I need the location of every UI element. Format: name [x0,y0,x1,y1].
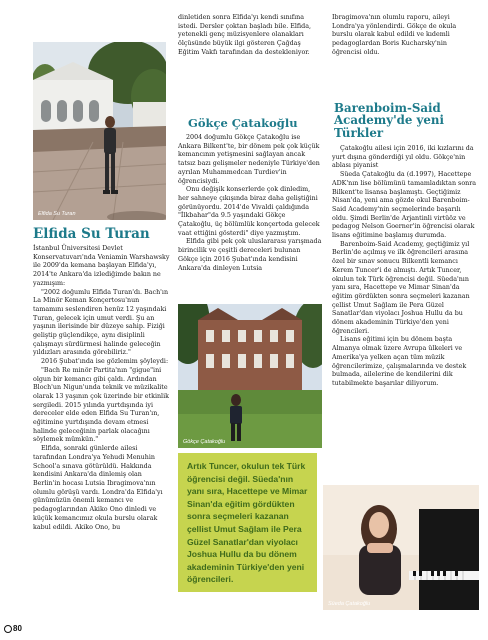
gokce-paragraph-3: Elfida gibi pek çok uluslararası yarışmada birincilik ve çeşitli dereceleri bulunan Gökçe için 2016 Şubat'ında kendisini Ankara'da dinleyen Lutsia [178,238,322,272]
gokce-paragraph-1: 2004 doğumlu Gökçe Çatakoğlu ise Ankara Bilkent'te, bir dönem pek çok küçük kemancının yetişmesini sağlayan ancak tatsız bazı gelişmeler nedeniyle Türkiye'den ayrılan Muhammedcan Turdiev'in öğrencisiydi. [178,134,320,185]
barenboim-paragraph-1: Çatakoğlu ailesi için 2016, iki kızlarını da yurt dışına gönderdiği yıl oldu. Gökçe'nin ablası piyanist [332,145,474,170]
sueda-photo [323,485,479,610]
gokce-photo [178,304,322,448]
page-number-text: 80 [13,624,22,633]
elfida-paragraph-4: "Bach Re minör Partita'nın "gigue"ini olgun bir kemancı gibi çaldı. Ardından Bloch'un Nigun'unda teknik ve müzikalite olarak 13 yaşının çok üzerinde bir etkinlik sergiledi. 2015 yılında yurtdışında iyi dereceler elde eden Elfida Su Turan'ın, eğitimine yurtdışında devam etmesi halinde geleceğinin parlak olacağını söylemek mümkün." [33,366,169,444]
barenboim-column [332,145,478,389]
elfida-section-title: Elfida Su Turan [33,226,150,242]
gokce-column [178,134,322,273]
elfida-paragraph-1: İstanbul Üniversitesi Devlet Konservatuvarı'nda Veniamin Warshawsky ile 2009'da kemana başlayan Elfida'yı, 2014'te Ankara'da izlediğimde bakın ne yazmışım: [33,245,170,287]
barenboim-intro-column [332,14,478,58]
elfida-column [33,245,170,532]
sueda-photo-caption: Süeda Çatakoğlu [328,601,371,607]
pull-quote-box [178,453,317,592]
gokce-paragraph-2: Onu değişik konserlerde çok dinledim, her sahneye çıkışında biraz daha geliştiğini görünüyordu. 2014'de Vivaldi çaldığında "İlkbahar"da 9.5 yaşındaki Gökçe Çatakoğlu, üç bölümlük konçertoda gelecek vaat ettiğini gösterdi" diye yazmıştım. [178,186,320,237]
barenboim-paragraph-4: Lisans eğitimi için bu dönem başta Almanya olmak üzere Avrupa ülkeleri ve Amerika'ya yelken açan tüm müzik öğrencilerimize, çalışmalarında ve destek bulmada, ailelerine de kendilerini dik tutabilmekte başarılar diliyorum. [332,336,467,387]
page-number [4,624,22,633]
elfida-paragraph-2: "2002 doğumlu Elfida Turan'dı. Bach'ın La Minör Keman Konçertosu'nun tamamını seslendiren henüz 12 yaşındaki Turan, gelecek için umut verdi. Şu an yaşının ilerisinde bir düzeye sahip. Fiziği geliştip güçlendikçe, aynı disiplinli çalışmayı sürdürmesi halinde geleceğin yıldızları arasında görebiliriz." [33,288,169,357]
pull-quote-text: Artık Tuncer, okulun tek Türk öğrencisi değil. Süeda'nın yanı sıra, Hacettepe ve Mimar Sinan'da eğitim gördükten sonra seçmeleri kazanan çellist Umut Sağlam ile Pera Güzel Sanatlar'dan viyolacı Joshua Hullu da bu dönem akademinin Türkiye'den yeni öğrencileri. [187,461,308,585]
elfida-paragraph-3: 2016 Şubat'ında ise gözlemim şöyleydi: [41,358,169,366]
elfida-photo-caption: Elfida Su Turan [38,211,76,217]
barenboim-paragraph-2: Süeda Çatakoğlu da (d.1997), Hacettepe ADK'nın lise bölümünü tamamladıktan sonra Bilkent'te lisansa başlamıştı. Geçtiğimiz Nisan'da, yeni ama gözde okul Barenboim-Said Academy'nin seçmelerinde başarılı oldu. Şimdi Berlin'de Arjantinli virtüöz ve pedagog Nelson Goerner'in öğrencisi olarak lisans eğitimine başlamış durumda. [332,171,477,240]
elfida-continued-column [178,14,322,58]
elfida-paragraph-5: Elfida, sonraki günlerde ailesi tarafından Londra'ya Yehudi Menuhin School'a sınava götürüldü. Hakkında kendisini Ankara'da dinlemiş olan Berlin'in hocası Lutsia Ibragimova'nın olumlu görüşü vardı. Londra'da Elfida'yı günümüzün önemli kemancı ve pedagoglarından Akiko Ono dinledi ve küçük kemancımız okula burslu olarak kabul edildi. Akiko Ono, bu [33,445,163,531]
gokce-photo-illustration [178,304,322,448]
barenboim-intro-paragraph: Ibragimova'nın olumlu raporu, aileyi Londra'ya yönlendirdi. Gökçe de okula burslu olarak kabul edildi ve kıdemli pedagoglardan Boris Kucharsky'nin öğrencisi oldu. [332,14,457,56]
page-marker-icon [4,625,12,633]
elfida-photo-illustration [33,42,166,220]
gokce-photo-caption: Gökçe Çatakoğlu [183,439,226,445]
elfida-paragraph-6: dinletiden sonra Elfida'yı kendi sınıfına istedi. Dersler çoktan başladı bile. Elfida, yetenekli genç müzisyenlere olanakları ölçüsünde büyük ilgi gösteren Çağdaş Eğitim Vakfı tarafından da destekleniyor. [178,14,311,56]
sueda-photo-illustration [323,485,479,610]
barenboim-section-title: Barenboim-Said Academy'de yeni Türkler [334,101,444,140]
elfida-photo [33,42,166,220]
barenboim-paragraph-3: Barenboim-Said Academy, geçtiğimiz yıl Berlin'de açılmış ve ilk öğrencileri arasına özel bir sınav sonucu Bilkentli kemancı Kerem Tuncer'i de almıştı. Artık Tuncer, okulun tek Türk öğrencisi değil. Süeda'nın yanı sıra, Hacettepe ve Mimar Sinan'da eğitim gördükten sonra seçmeleri kazanan çellist Umut Sağlam ile Pera Güzel Sanatlar'dan viyolacı Joshua Hullu da bu dönem akademinin Türkiye'den yeni öğrencileri. [332,240,470,335]
gokce-section-title: Gökçe Çatakoğlu [188,116,298,130]
